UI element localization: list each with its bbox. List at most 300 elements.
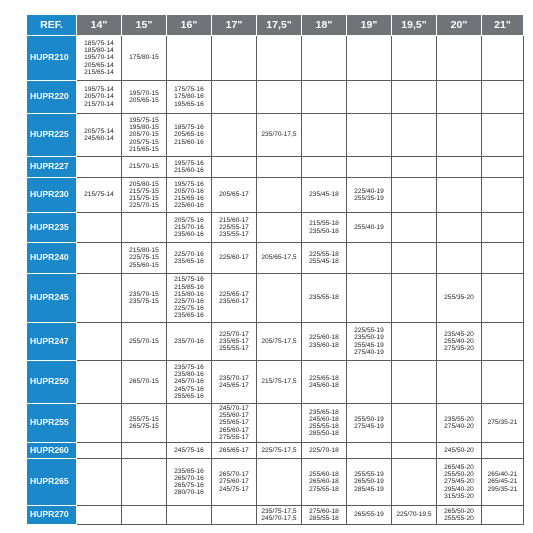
table-cell	[482, 157, 524, 178]
table-cell	[167, 459, 212, 506]
tire-size: 255/35-20	[444, 294, 474, 302]
tire-size: 225/70-16	[174, 250, 204, 258]
tire-size: 255/55-20	[444, 515, 474, 522]
tire-size: 225/55-19	[354, 327, 384, 335]
table-body	[27, 36, 524, 525]
table-cell	[347, 114, 392, 157]
table-cell	[392, 81, 437, 114]
table-cell	[212, 81, 257, 114]
tire-size: 285/45-19	[354, 485, 384, 493]
tire-size: 285/50-18	[309, 430, 339, 438]
tire-size: 235/45-18	[309, 191, 339, 199]
tire-size: 195/65-16	[174, 100, 204, 108]
tire-size: 205/75-15	[129, 138, 159, 146]
tire-size: 225/55-17	[219, 223, 249, 231]
table-cell	[437, 274, 482, 323]
tire-size: 175/80-16	[174, 93, 204, 101]
tire-size: 255/50-20	[444, 471, 474, 479]
tire-size: 245/70-17	[219, 404, 249, 412]
tire-size: 215/75-14	[84, 191, 114, 199]
tire-size: 245/65-17	[219, 382, 249, 389]
table-cell	[212, 506, 257, 525]
tire-size: 205/70-15	[129, 131, 159, 139]
tire-size: 275/60-18	[309, 507, 339, 515]
table-cell	[347, 443, 392, 459]
row-ref-label: HUPR265	[27, 459, 77, 506]
table-cell	[347, 243, 392, 274]
table-cell	[482, 243, 524, 274]
tire-size: 235/75-16	[174, 363, 204, 371]
table-row	[27, 213, 524, 243]
table-cell	[392, 114, 437, 157]
tire-size: 265/60-17	[219, 426, 249, 434]
tire-size: 205/70-16	[174, 187, 204, 195]
tire-size: 265/75-16	[174, 482, 204, 489]
table-cell	[437, 443, 482, 459]
table-row	[27, 459, 524, 506]
table-cell	[392, 178, 437, 213]
tire-size: 275/35-20	[444, 345, 474, 353]
table-cell	[257, 114, 302, 157]
tire-size: 205/65-16	[174, 131, 204, 139]
table-cell	[347, 361, 392, 404]
table-cell	[482, 443, 524, 459]
table-cell	[482, 274, 524, 323]
table-cell	[167, 243, 212, 274]
table-row	[27, 81, 524, 114]
tire-size: 205/70-14	[84, 93, 114, 101]
table-cell	[122, 443, 167, 459]
tire-size: 275/55-18	[309, 485, 339, 493]
table-cell	[347, 36, 392, 81]
table-cell	[77, 213, 122, 243]
row-ref-label: HUPR260	[27, 443, 77, 459]
column-header-size: 15"	[122, 15, 167, 36]
table-cell	[392, 459, 437, 506]
tire-size: 225/60-17	[219, 254, 249, 262]
tire-size: 195/75-15	[129, 116, 159, 124]
table-cell	[347, 506, 392, 525]
table-cell	[392, 243, 437, 274]
table-cell	[482, 459, 524, 506]
table-cell	[482, 404, 524, 443]
tire-size: 265/55-19	[354, 511, 384, 519]
table-cell	[302, 114, 347, 157]
tire-size: 215/70-14	[84, 100, 114, 108]
tire-size: 255/45-18	[309, 258, 339, 265]
tire-size: 245/50-20	[444, 446, 474, 454]
tire-size: 225/70-16	[174, 298, 204, 305]
table-cell	[347, 274, 392, 323]
row-ref-label: HUPR230	[27, 178, 77, 213]
table-cell	[482, 506, 524, 525]
table-cell	[77, 506, 122, 525]
table-cell	[122, 274, 167, 323]
table-cell	[77, 81, 122, 114]
tire-size: 235/70-16	[174, 337, 204, 345]
table-cell	[122, 178, 167, 213]
table-cell	[392, 157, 437, 178]
table-cell	[437, 323, 482, 361]
table-cell	[167, 114, 212, 157]
tire-size: 215/65-16	[174, 195, 204, 202]
row-ref-label: HUPR240	[27, 243, 77, 274]
table-cell	[167, 36, 212, 81]
tire-size: 255/55-17	[219, 345, 249, 353]
tire-size: 235/50-19	[354, 334, 384, 342]
table-row	[27, 114, 524, 157]
tire-size: 215/55-18	[309, 220, 339, 228]
table-cell	[302, 323, 347, 361]
tire-size: 175/80-15	[129, 54, 159, 62]
row-ref-label: HUPR225	[27, 114, 77, 157]
tire-size: 235/55-18	[309, 294, 339, 302]
tire-size: 245/60-18	[309, 382, 339, 389]
table-cell	[257, 36, 302, 81]
table-cell	[122, 36, 167, 81]
table-cell	[212, 36, 257, 81]
table-cell	[167, 178, 212, 213]
table-cell	[167, 274, 212, 323]
table-cell	[437, 361, 482, 404]
tire-size: 255/35-19	[354, 195, 384, 202]
tire-size: 195/70-15	[129, 89, 159, 97]
tire-size: 235/65-16	[174, 312, 204, 320]
table-cell	[257, 404, 302, 443]
table-cell	[122, 323, 167, 361]
table-cell	[257, 213, 302, 243]
tire-size: 225/70-18	[309, 446, 339, 454]
table-row	[27, 274, 524, 323]
tire-size: 265/70-16	[174, 474, 204, 482]
tire-size: 255/40-20	[444, 337, 474, 345]
tire-size: 245/70-17,5	[261, 515, 297, 522]
tire-size: 265/45-20	[444, 463, 474, 471]
table-cell	[257, 157, 302, 178]
tire-size: 255/75-15	[129, 415, 159, 423]
table-cell	[77, 443, 122, 459]
tire-size: 205/65-17	[219, 191, 249, 199]
tire-size: 265/45-21	[487, 478, 518, 486]
table-cell	[122, 114, 167, 157]
tire-size: 235/45-20	[444, 330, 474, 338]
table-cell	[392, 213, 437, 243]
table-cell	[122, 459, 167, 506]
table-cell	[212, 213, 257, 243]
tire-size: 215/85-16	[174, 283, 204, 291]
table-cell	[392, 274, 437, 323]
tire-size: 225/55-18	[309, 250, 339, 258]
size-table-wrapper	[26, 14, 523, 525]
tire-size: 195/80-15	[129, 124, 159, 132]
tire-size: 205/65-14	[84, 61, 114, 69]
table-row	[27, 506, 524, 525]
table-cell	[347, 323, 392, 361]
table-cell	[257, 443, 302, 459]
table-row	[27, 443, 524, 459]
tire-size: 255/60-18	[309, 471, 339, 479]
table-cell	[212, 404, 257, 443]
tire-size: 235/80-16	[174, 371, 204, 379]
tire-size: 315/35-20	[444, 492, 474, 500]
tire-size: 205/80-15	[129, 180, 159, 188]
tire-size: 245/75-17	[219, 485, 249, 493]
tire-size: 275/45-20	[444, 478, 474, 486]
tire-size: 255/45-19	[354, 341, 384, 349]
tire-size: 255/55-19	[354, 471, 384, 479]
table-cell	[212, 323, 257, 361]
table-cell	[392, 506, 437, 525]
tire-size: 235/70-17,5	[261, 131, 297, 139]
tire-size: 255/55-18	[309, 423, 339, 430]
snow-chain-size-table	[26, 14, 524, 525]
tire-size: 235/70-17	[219, 374, 249, 382]
tire-size: 225/60-16	[174, 202, 204, 210]
tire-size: 195/75-16	[174, 159, 204, 167]
table-cell	[167, 404, 212, 443]
column-header-size: 17,5"	[257, 15, 302, 36]
table-cell	[482, 361, 524, 404]
tire-size: 275/60-17	[219, 478, 249, 486]
tire-size: 205/65-17,5	[261, 254, 297, 262]
table-cell	[347, 157, 392, 178]
row-ref-label: HUPR235	[27, 213, 77, 243]
tire-size: 205/75-14	[84, 127, 114, 135]
tire-size: 225/65-18	[309, 374, 339, 382]
table-row	[27, 361, 524, 404]
table-cell	[257, 506, 302, 525]
tire-size: 255/70-15	[129, 337, 159, 345]
tire-size: 235/85-16	[174, 467, 204, 475]
tire-size: 185/80-14	[84, 47, 114, 55]
tire-size: 225/70-17	[219, 330, 249, 338]
table-cell	[482, 81, 524, 114]
table-row	[27, 404, 524, 443]
tire-size: 265/60-18	[309, 478, 339, 486]
tire-size: 225/70-15	[129, 202, 159, 210]
tire-size: 215/70-16	[174, 223, 204, 231]
table-cell	[302, 81, 347, 114]
tire-size: 265/50-20	[444, 507, 474, 515]
table-cell	[167, 443, 212, 459]
table-cell	[302, 404, 347, 443]
tire-size: 255/65-16	[174, 392, 204, 400]
table-cell	[257, 81, 302, 114]
tire-size: 215/80-16	[174, 290, 204, 298]
tire-size: 225/70-19,5	[396, 511, 432, 519]
table-cell	[122, 81, 167, 114]
table-cell	[77, 361, 122, 404]
table-cell	[302, 361, 347, 404]
row-ref-label: HUPR250	[27, 361, 77, 404]
row-ref-label: HUPR245	[27, 274, 77, 323]
tire-size: 295/40-20	[444, 485, 474, 493]
row-ref-label: HUPR220	[27, 81, 77, 114]
table-cell	[167, 361, 212, 404]
table-row	[27, 36, 524, 81]
tire-size: 235/50-18	[309, 227, 339, 235]
table-cell	[212, 443, 257, 459]
table-cell	[302, 36, 347, 81]
tire-size: 215/60-16	[174, 167, 204, 174]
tire-size: 235/60-16	[174, 231, 204, 239]
table-cell	[347, 213, 392, 243]
tire-size: 245/75-16	[174, 385, 204, 393]
tire-size: 215/80-15	[129, 247, 159, 255]
table-cell	[302, 178, 347, 213]
tire-size: 265/75-15	[129, 423, 159, 430]
tire-size: 205/75-17,5	[261, 337, 297, 345]
tire-size: 185/75-14	[84, 39, 114, 47]
table-cell	[212, 178, 257, 213]
tire-size: 205/65-15	[129, 97, 159, 104]
tire-size: 235/65-18	[309, 408, 339, 416]
table-cell	[77, 114, 122, 157]
table-cell	[257, 243, 302, 274]
table-cell	[212, 243, 257, 274]
tire-size: 235/60-17	[219, 298, 249, 305]
tire-size: 275/40-20	[444, 423, 474, 430]
table-cell	[77, 178, 122, 213]
tire-size: 175/75-16	[174, 86, 204, 94]
table-cell	[167, 81, 212, 114]
tire-size: 275/40-19	[354, 348, 384, 356]
row-ref-label: HUPR255	[27, 404, 77, 443]
table-cell	[392, 36, 437, 81]
table-row	[27, 157, 524, 178]
table-cell	[77, 157, 122, 178]
table-cell	[437, 459, 482, 506]
tire-size: 195/70-14	[84, 54, 114, 62]
table-cell	[257, 178, 302, 213]
column-header-size: 21"	[482, 15, 524, 36]
row-ref-label: HUPR247	[27, 323, 77, 361]
table-cell	[347, 459, 392, 506]
table-cell	[482, 178, 524, 213]
table-cell	[302, 459, 347, 506]
tire-size: 275/35-21	[487, 419, 518, 427]
row-ref-label: HUPR270	[27, 506, 77, 525]
tire-size: 195/75-14	[84, 86, 114, 94]
table-cell	[482, 323, 524, 361]
tire-size: 225/60-18	[309, 334, 339, 342]
tire-size: 265/40-21	[487, 471, 518, 479]
column-header-size: 14"	[77, 15, 122, 36]
table-row	[27, 323, 524, 361]
tire-size: 235/55-17	[219, 231, 249, 239]
column-header-size: 19,5"	[392, 15, 437, 36]
table-cell	[482, 114, 524, 157]
tire-size: 280/70-16	[174, 489, 204, 497]
tire-size: 215/75-16	[174, 276, 204, 284]
table-cell	[122, 157, 167, 178]
tire-size: 225/75-16	[174, 305, 204, 313]
tire-size: 255/40-19	[354, 223, 384, 231]
tire-size: 235/60-18	[309, 341, 339, 349]
tire-size: 255/60-17	[219, 412, 249, 420]
tire-size: 225/40-19	[354, 187, 384, 195]
tire-size: 225/65-17	[219, 290, 249, 298]
table-cell	[392, 443, 437, 459]
table-cell	[77, 36, 122, 81]
table-cell	[437, 81, 482, 114]
tire-size: 235/70-15	[129, 290, 159, 298]
tire-size: 185/75-16	[174, 124, 204, 132]
table-cell	[212, 361, 257, 404]
tire-size: 265/70-15	[129, 378, 159, 386]
table-cell	[122, 243, 167, 274]
table-cell	[167, 323, 212, 361]
table-cell	[482, 213, 524, 243]
table-cell	[302, 443, 347, 459]
table-cell	[347, 178, 392, 213]
table-cell	[77, 459, 122, 506]
table-cell	[437, 36, 482, 81]
table-cell	[122, 506, 167, 525]
table-cell	[347, 404, 392, 443]
table-row	[27, 178, 524, 213]
tire-size: 215/75-15	[129, 195, 159, 202]
table-cell	[167, 213, 212, 243]
table-cell	[437, 404, 482, 443]
column-header-size: 18"	[302, 15, 347, 36]
table-cell	[302, 157, 347, 178]
table-cell	[302, 506, 347, 525]
table-cell	[437, 213, 482, 243]
table-cell	[257, 361, 302, 404]
tire-size: 245/75-16	[174, 446, 204, 454]
table-cell	[122, 404, 167, 443]
table-cell	[257, 459, 302, 506]
table-cell	[437, 243, 482, 274]
table-cell	[392, 404, 437, 443]
column-header-size: 16"	[167, 15, 212, 36]
table-cell	[167, 157, 212, 178]
table-cell	[212, 459, 257, 506]
table-cell	[437, 114, 482, 157]
table-cell	[122, 213, 167, 243]
table-row	[27, 243, 524, 274]
tire-size: 265/65-17	[219, 446, 249, 454]
table-cell	[167, 506, 212, 525]
table-cell	[77, 323, 122, 361]
table-cell	[482, 36, 524, 81]
table-cell	[77, 404, 122, 443]
column-header-size: 17"	[212, 15, 257, 36]
tire-size: 215/60-16	[174, 138, 204, 146]
table-cell	[122, 361, 167, 404]
tire-size: 235/75-15	[129, 298, 159, 305]
tire-size: 215/65-14	[84, 68, 114, 76]
tire-size: 235/65-16	[174, 258, 204, 265]
tire-size: 255/50-19	[354, 415, 384, 423]
table-cell	[437, 157, 482, 178]
tire-size: 265/50-19	[354, 478, 384, 486]
table-cell	[257, 323, 302, 361]
table-cell	[392, 323, 437, 361]
tire-size: 295/35-21	[487, 485, 518, 493]
table-cell	[212, 157, 257, 178]
tire-size: 255/60-15	[129, 261, 159, 269]
tire-size: 285/55-18	[309, 515, 339, 522]
row-ref-label: HUPR227	[27, 157, 77, 178]
tire-size: 245/60-18	[309, 415, 339, 423]
tire-size: 195/75-16	[174, 180, 204, 188]
table-cell	[302, 213, 347, 243]
tire-size: 215/60-17	[219, 216, 249, 224]
row-ref-label: HUPR210	[27, 36, 77, 81]
tire-size: 225/75-15	[129, 254, 159, 262]
